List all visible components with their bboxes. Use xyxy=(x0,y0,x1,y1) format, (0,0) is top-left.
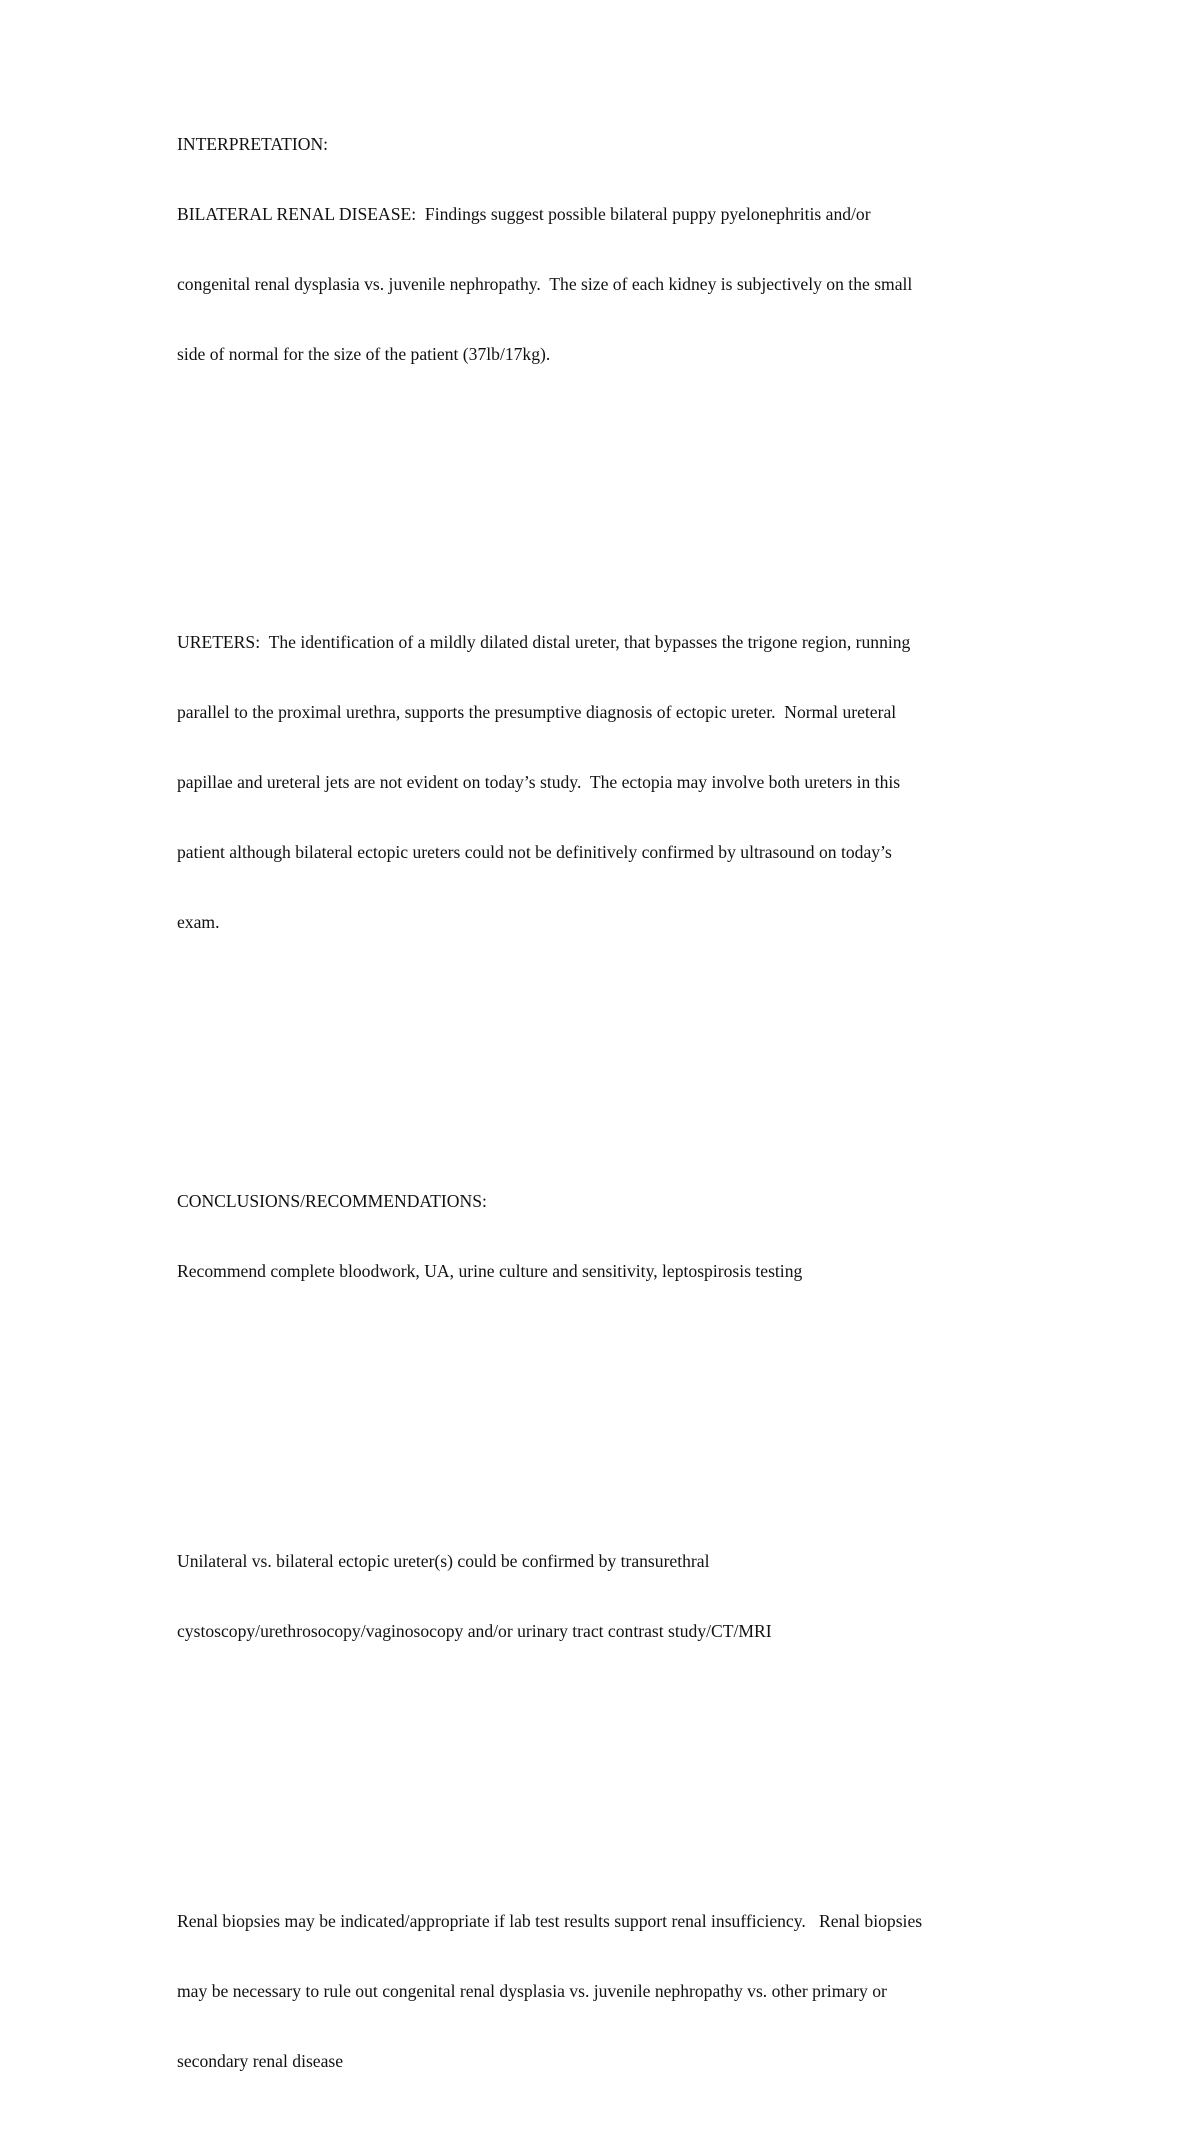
spacer xyxy=(177,483,1167,515)
spacer xyxy=(177,1050,1167,1073)
ureters-line-2: parallel to the proximal urethra, supports the presumptive diagnosis of ectopic ureter. Normal ureteral xyxy=(177,702,897,723)
report-page xyxy=(177,40,1167,2143)
conclusions-section xyxy=(177,1143,1167,1329)
conclusions-heading: CONCLUSIONS/RECOMMENDATIONS: xyxy=(177,1190,487,1211)
recommendation-3-line-2: may be necessary to rule out congenital renal dysplasia vs. juvenile nephropathy vs. other primary or xyxy=(177,1981,887,2002)
spacer xyxy=(177,1760,1167,1794)
recommendation-2-line-1: Unilateral vs. bilateral ectopic ureter(s) could be confirmed by transurethral xyxy=(177,1551,710,1572)
spacer xyxy=(177,1400,1167,1434)
ureters-section xyxy=(177,585,1167,981)
interpretation-heading: INTERPRETATION: xyxy=(177,134,329,155)
recommendation-1: Recommend complete bloodwork, UA, urine culture and sensitivity, leptospirosis testing xyxy=(177,1260,803,1281)
ureters-line-3: papillae and ureteral jets are not evident on today’s study. The ectopia may involve both ureters in this xyxy=(177,771,901,792)
interpretation-section xyxy=(177,87,1167,413)
ureters-line-1: URETERS: The identification of a mildly dilated distal ureter, that bypasses the trigone region, running xyxy=(177,632,911,653)
renal-line-1: BILATERAL RENAL DISEASE: Findings suggest possible bilateral puppy pyelonephritis and/or xyxy=(177,204,871,225)
recommendation-3 xyxy=(177,1864,1167,2120)
recommendation-2-line-2: cystoscopy/urethrosocopy/vaginosocopy and/or urinary tract contrast study/CT/MRI xyxy=(177,1621,772,1641)
ureters-line-5: exam. xyxy=(177,911,220,932)
recommendation-2 xyxy=(177,1504,1167,1690)
ureters-line-4: patient although bilateral ectopic ureters could not be definitively confirmed by ultrasound on today’s xyxy=(177,841,892,862)
renal-line-3: side of normal for the size of the patient (37lb/17kg). xyxy=(177,343,551,364)
recommendation-3-line-3: secondary renal disease xyxy=(177,2051,344,2072)
renal-line-2: congenital renal dysplasia vs. juvenile nephropathy. The size of each kidney is subjectively on the small xyxy=(177,273,913,294)
recommendation-3-line-1: Renal biopsies may be indicated/appropriate if lab test results support renal insufficiency. Renal biopsies xyxy=(177,1911,923,1932)
